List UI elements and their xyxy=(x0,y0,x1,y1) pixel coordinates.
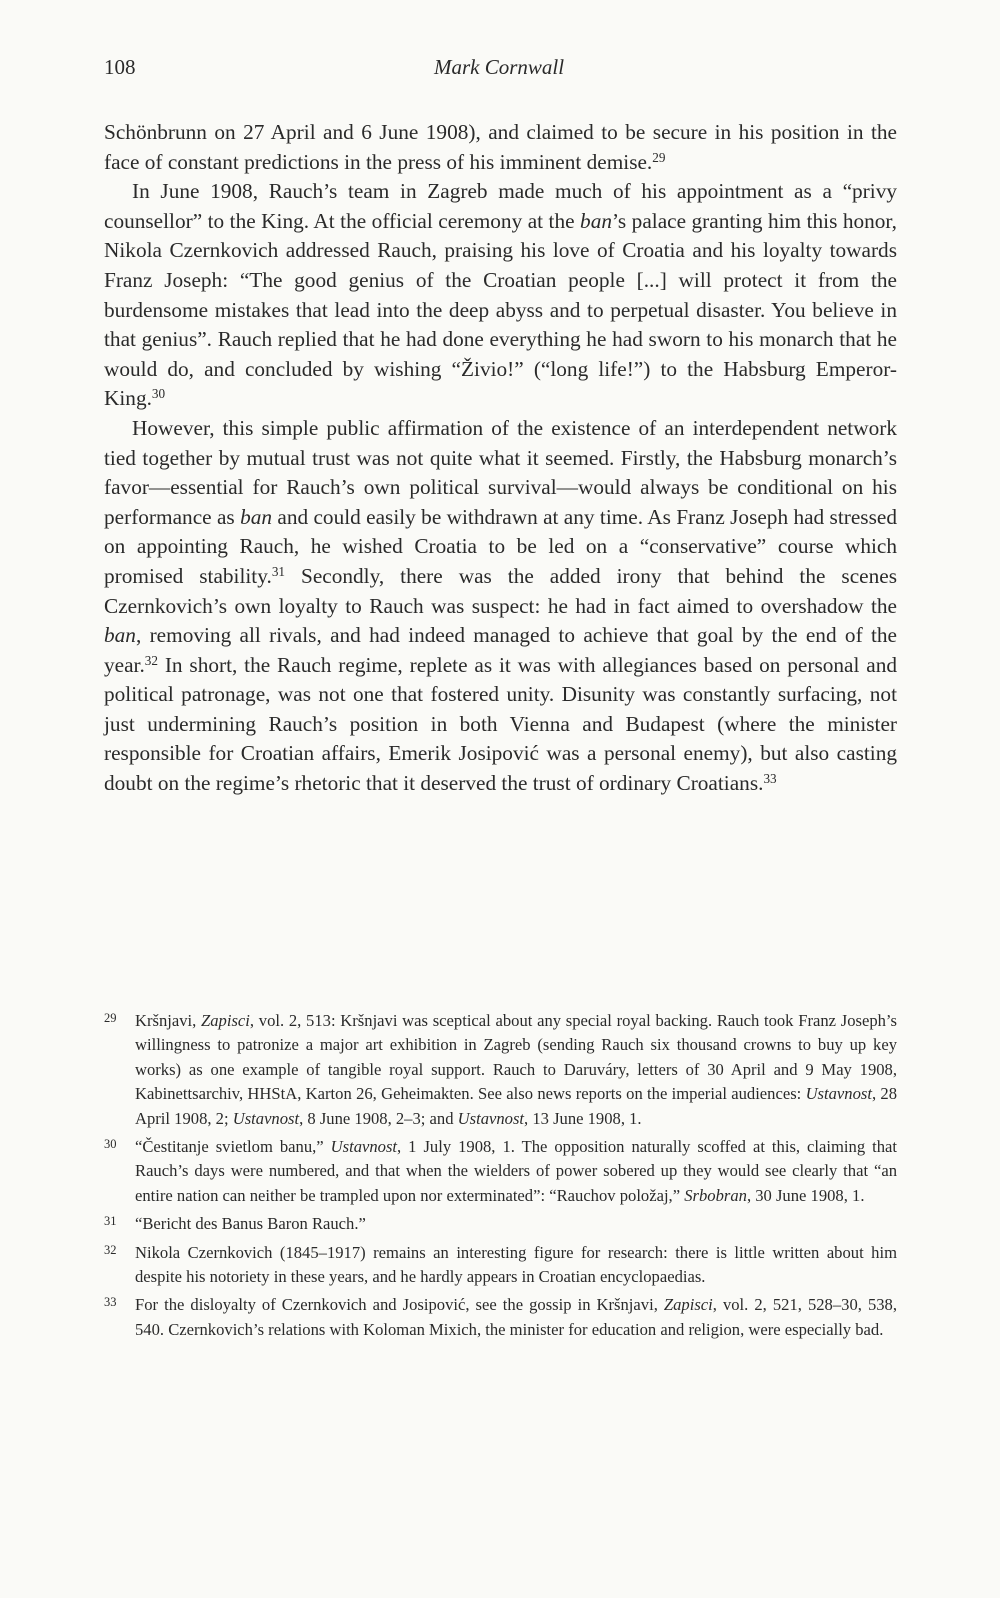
footnote-33: 33 For the disloyalty of Czernkovich and Josipović, see the gossip in Kršnjavi, Zapisci, vol. 2, 521, 528–30, 538, 540. Czernkovich’s relations with Koloman Mixich, the minister for education and religion, were especially bad. xyxy=(104,1293,897,1342)
footnote-ref-29[interactable]: 29 xyxy=(652,149,666,165)
footnote-number: 31 xyxy=(104,1214,117,1229)
running-head-author: Mark Cornwall xyxy=(433,55,565,79)
page-number: 108 xyxy=(104,55,136,79)
footnote-ref-30[interactable]: 30 xyxy=(151,386,166,402)
footnote-ref-33[interactable]: 33 xyxy=(763,770,777,786)
footnote-ref-31[interactable]: 31 xyxy=(271,563,285,579)
footnote-30: 30 “Čestitanje svietlom banu,” Ustavnost, 1 July 1908, 1. The opposition naturally scoffed at this, claiming that Rauch’s days were numbered, and that when the wielders of power sobered up they would see clearly that “an entire nation can neither be trampled upon nor exterminated”: “Rauchov položaj,” Srbobran, 30 June 1908, 1. xyxy=(104,1135,897,1208)
footnote-number: 30 xyxy=(104,1137,117,1152)
footnotes xyxy=(104,1009,897,1346)
footnote-31: 31 “Bericht des Banus Baron Rauch.” xyxy=(104,1212,897,1236)
footnote-number: 29 xyxy=(104,1011,117,1025)
paragraph-1: Schönbrunn on 27 April and 6 June 1908), and claimed to be secure in his position in the face of constant predictions in the press of his imminent demise.$^{29}$ xyxy=(104,120,897,174)
paragraph-2: In June 1908, Rauch’s team in Zagreb made much of his appointment as a “privy counsellor” to the King. At the official ceremony at the ban’s palace granting him this honor, Nikola Czernkovich addressed Rauch, praising his love of Croatia and his loyalty towards Franz Joseph: “The good genius of the Croatian people [...] will protect it from the burdensome mistakes that lead into the deep abyss and to perpetual disaster. You believe in that genius”. Rauch replied that he had done everything he had sworn to his monarch that he would do, and concluded by wishing “Živio!” (“long life!”) to the Habsburg Emperor-King.$^{30}$ xyxy=(104,179,897,411)
footnote-32: 32 Nikola Czernkovich (1845–1917) remains an interesting figure for research: there is little written about him despite his notoriety in these years, and he hardly appears in Croatian encyclopaedias. xyxy=(104,1241,897,1290)
footnote-number: 32 xyxy=(104,1242,117,1257)
page-header xyxy=(104,55,894,89)
footnote-number: 33 xyxy=(104,1295,117,1310)
footnote-29: 29 Kršnjavi, Zapisci, vol. 2, 513: Kršnjavi was sceptical about any special royal backing. Rauch took Franz Joseph’s willingness to patronize a major art exhibition in Zagreb (sending Rauch six thousand crowns to buy up key works) as one example of tangible royal support. Rauch to Daruváry, letters of 30 April and 9 May 1908, Kabinettsarchiv, HHStA, Karton 26, Geheimakten. See also news reports on the imperial audiences: Ustavnost, 28 April 1908, 2; Ustavnost, 8 June 1908, 2–3; and Ustavnost, 13 June 1908, 1. xyxy=(104,1009,897,1131)
paragraph-3: However, this simple public affirmation of the existence of an interdependent network tied together by mutual trust was not quite what it seemed. Firstly, the Habsburg monarch’s favor—essential for Rauch’s own political survival—would always be conditional on his performance as ban and could easily be withdrawn at any time. As Franz Joseph had stressed on appointing Rauch, he wished Croatia to be led on a “conservative” course which promised stability.$^{31}$ Secondly, there was the added irony that behind the scenes Czernkovich’s own loyalty to Rauch was suspect: he had in fact aimed to overshadow the ban, removing all rivals, and had indeed managed to achieve that goal by the end of the year.$^{32}$ In short, the Rauch regime, replete as it was with allegiances based on personal and political patronage, was not one that fostered unity. Disunity was constantly surfacing, not just undermining Rauch’s position in both Vienna and Budapest (where the minister responsible for Croatian affairs, Emerik Josipović was a personal enemy), but also casting doubt on the regime’s rhetoric that it deserved the trust of ordinary Croatians.$^{33}$ xyxy=(104,415,897,796)
main-text xyxy=(104,118,897,799)
footnote-ref-32[interactable]: 32 xyxy=(144,652,158,668)
